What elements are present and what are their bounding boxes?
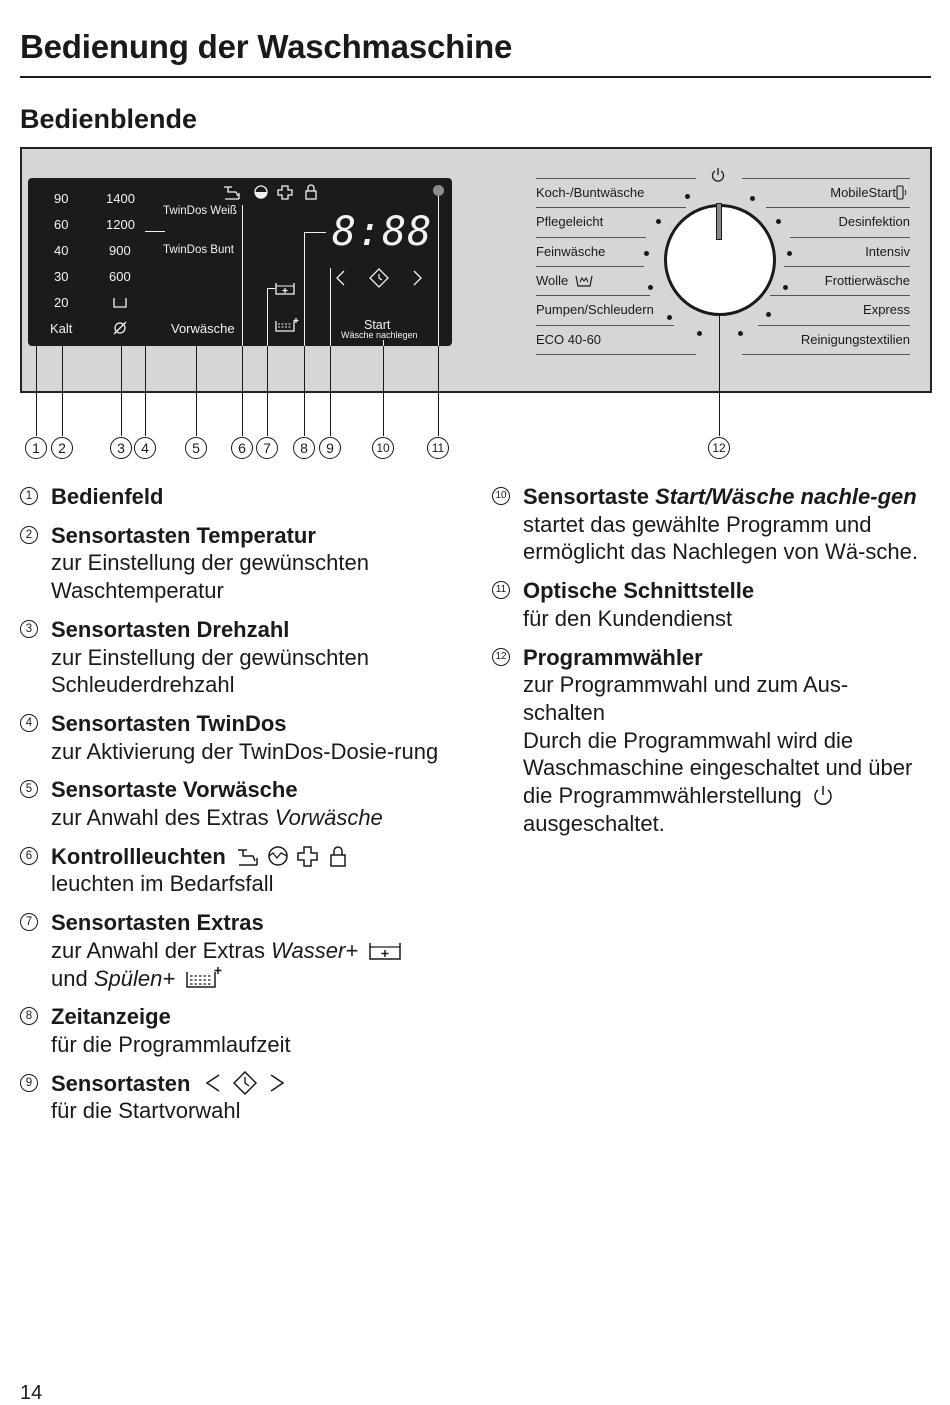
legend-desc-2: Durch die Programmwahl wird die Waschmaschine eingeschaltet und über die Programmwählerstellung <box>523 727 913 809</box>
program-right-6: Reinigungstextilien <box>800 332 910 347</box>
legend-desc: für den Kundendienst <box>523 605 733 631</box>
legend-title: Sensortasten Drehzahl <box>51 616 290 642</box>
rinse-plus-icon[interactable] <box>274 317 300 333</box>
legend-item-2: 2 Sensortasten Temperatur zur Einstellung der gewünschten Waschtemperatur <box>20 522 450 605</box>
legend-item-1: 1 Bedienfeld <box>20 483 450 511</box>
legend-title: Sensortaste Start/Wäsche nachle-gen <box>523 484 917 509</box>
page-title: Bedienung der Waschmaschine <box>20 28 513 65</box>
legend-title: Bedienfeld <box>51 484 164 509</box>
legend-title: Sensortasten TwinDos <box>51 710 287 736</box>
page-number: 14 <box>20 1382 43 1404</box>
indicator-lights-icons <box>222 182 322 202</box>
program-left-1: Koch-/Buntwäsche <box>536 185 645 200</box>
legend-left-column <box>20 483 450 1136</box>
legend-item-5: 5 Sensortaste Vorwäsche zur Anwahl des Extras Vorwäsche <box>20 776 450 831</box>
twindos-white-label: TwinDos Weiß <box>163 205 237 217</box>
spin-600: 600 <box>109 269 131 284</box>
legend-title: Optische Schnittstelle <box>523 578 755 604</box>
legend-desc: zur Anwahl des Extras Vorwäsche <box>51 805 383 831</box>
legend-title: Programmwähler <box>523 644 703 670</box>
callout-7: 7 <box>256 437 278 459</box>
twindos-colour-label: TwinDos Bunt <box>163 244 234 256</box>
spin-1200: 1200 <box>106 217 135 232</box>
legend-desc-3: ausgeschaltet. <box>523 810 665 836</box>
optical-interface <box>433 185 444 196</box>
water-plus-icon <box>368 940 402 962</box>
legend-title: Kontrollleuchten <box>51 843 450 871</box>
legend-desc: zur Aktivierung der TwinDos-Dosie-rung <box>51 738 439 764</box>
legend-item-7: 7 Sensortasten Extras zur Anwahl der Extras Wasser+ und Spülen+ <box>20 909 450 992</box>
spin-1400: 1400 <box>106 191 135 206</box>
legend-title: Sensortasten <box>51 1070 450 1098</box>
callout-11: 11 <box>427 437 449 459</box>
temperature-90: 90 <box>54 191 69 206</box>
legend-title: Sensortasten Temperatur <box>51 522 316 548</box>
program-right-4: Frottierwäsche <box>824 273 910 288</box>
water-plus-icon[interactable] <box>274 280 296 296</box>
callout-1: 1 <box>25 437 47 459</box>
rinse-hold-icon <box>112 295 128 309</box>
title-rule <box>20 76 931 78</box>
callout-5: 5 <box>185 437 207 459</box>
callout-8: 8 <box>293 437 315 459</box>
legend-title: Zeitanzeige <box>51 1004 171 1030</box>
legend-desc: für die Startvorwahl <box>51 1098 241 1124</box>
program-left-2: Pflegeleicht <box>536 214 604 229</box>
program-left-5: Pumpen/Schleudern <box>536 302 654 317</box>
callout-9: 9 <box>319 437 341 459</box>
program-left-4: Wolle <box>536 273 569 288</box>
legend-item-4: 4 Sensortasten TwinDos zur Aktivierung der TwinDos-Dosie-rung <box>20 710 450 765</box>
legend-desc: leuchten im Bedarfsfall <box>51 871 274 897</box>
wool-icon <box>574 272 594 288</box>
spin-900: 900 <box>109 243 131 258</box>
program-right-2: Desinfektion <box>838 214 910 229</box>
rinse-plus-icon <box>185 966 223 990</box>
temperature-cold: Kalt <box>50 321 73 336</box>
legend-right-column <box>492 483 930 848</box>
legend-title: Sensortaste Vorwäsche <box>51 777 298 803</box>
callout-6: 6 <box>231 437 253 459</box>
legend-item-3: 3 Sensortasten Drehzahl zur Einstellung der gewünschten Schleuderdrehzahl <box>20 616 450 699</box>
add-laundry-label: Wäsche nachlegen <box>341 330 418 340</box>
legend-desc: zur Anwahl der Extras Wasser+ und Spülen+ <box>51 937 450 992</box>
temperature-30: 30 <box>54 269 69 284</box>
delay-start-keys[interactable] <box>332 266 428 290</box>
temperature-20: 20 <box>54 295 69 310</box>
legend-desc: zur Einstellung der gewünschten Waschtemperatur <box>51 550 369 604</box>
callout-2: 2 <box>51 437 73 459</box>
prewash-label: Vorwäsche <box>171 321 235 336</box>
callout-12: 12 <box>708 437 730 459</box>
callout-4: 4 <box>134 437 156 459</box>
legend-item-10: 10 Sensortaste Start/Wäsche nachle-gen startet das gewählte Programm und ermöglicht das Nachlegen von Wä-sche. <box>492 483 930 566</box>
start-button-label[interactable]: Start <box>364 318 391 332</box>
legend-desc: für die Programmlaufzeit <box>51 1031 291 1057</box>
legend-item-9: 9 Sensortasten für die Startvorwahl <box>20 1070 450 1125</box>
legend-item-12: 12 Programmwähler zur Programmwahl und zum Aus-schalten Durch die Programmwahl wird die Waschmaschine eingeschaltet und über die Programmwählerstellung ausgeschaltet. <box>492 644 930 838</box>
dial-pointer <box>716 203 722 240</box>
section-title: Bedienblende <box>20 104 198 134</box>
temperature-60: 60 <box>54 217 69 232</box>
legend-item-11: 11 Optische Schnittstelle für den Kundendienst <box>492 577 930 632</box>
legend-desc: zur Einstellung der gewünschten Schleuderdrehzahl <box>51 644 369 698</box>
power-off-icon <box>812 785 834 807</box>
legend-desc: zur Programmwahl und zum Aus-schalten <box>523 672 849 725</box>
no-spin-icon <box>112 320 128 336</box>
program-right-5: Express <box>863 302 910 317</box>
mobilestart-icon <box>896 185 908 201</box>
delay-start-icons <box>201 1071 291 1095</box>
power-off-icon <box>710 167 726 183</box>
program-right-3: Intensiv <box>865 244 910 259</box>
callout-3: 3 <box>110 437 132 459</box>
legend-desc: startet das gewählte Programm und ermöglicht das Nachlegen von Wä-sche. <box>523 511 918 565</box>
indicator-icons <box>236 844 356 868</box>
legend-item-8: 8 Zeitanzeige für die Programmlaufzeit <box>20 1003 450 1058</box>
program-left-3: Feinwäsche <box>536 244 606 259</box>
callout-10: 10 <box>372 437 394 459</box>
legend-item-6: 6 Kontrollleuchten leuchten im Bedarfsfall <box>20 843 450 898</box>
temperature-40: 40 <box>54 243 69 258</box>
program-left-6: ECO 40-60 <box>536 332 602 347</box>
program-right-1: MobileStart <box>830 185 896 200</box>
legend-title: Sensortasten Extras <box>51 910 264 936</box>
time-display: 8:88 <box>332 209 433 255</box>
